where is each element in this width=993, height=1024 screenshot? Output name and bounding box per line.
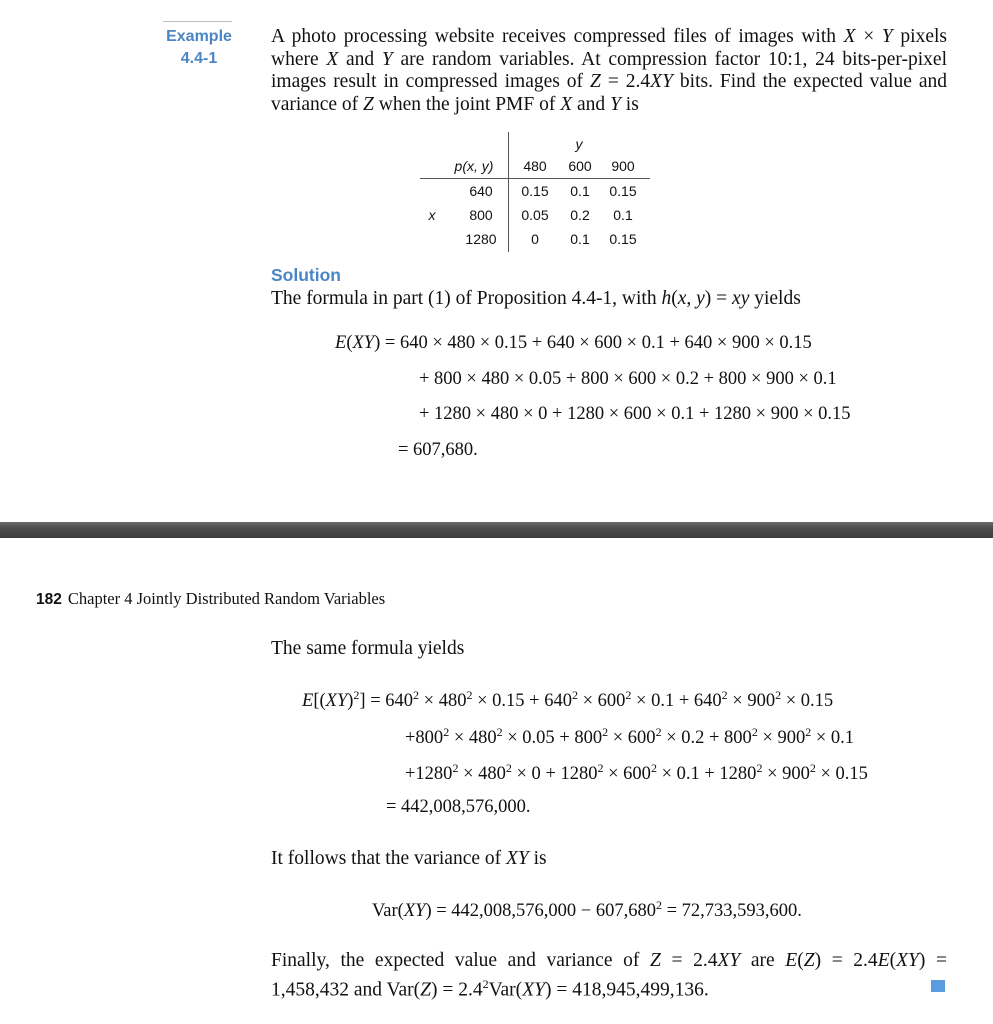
table-cell: 0.1: [613, 207, 633, 223]
table-cell: 0.15: [609, 183, 637, 199]
problem-statement: [271, 26, 947, 116]
final-statement: [271, 950, 947, 1002]
e2-term: + $640^2 \times 900^2 \times 0.15$: [674, 688, 834, 712]
column-header: 600: [568, 158, 592, 174]
same-formula-text: The same formula yields: [271, 638, 465, 659]
column-variable-label: y: [575, 136, 583, 152]
e2-result: = 442,008,576,000.: [386, 797, 531, 817]
final-line: Finally, the expected value and variance of Z = 2.4XY are E(Z) = 2.4E(XY) =: [271, 950, 947, 971]
table-cell: 0: [531, 231, 539, 247]
joint-pmf-table: [420, 132, 650, 252]
problem-line: where X and Y are random variables. At compression factor 10:1, 24 bits-per-pixel: [271, 48, 947, 70]
row-variable-label: x: [428, 207, 436, 223]
table-cell: 0.15: [521, 183, 549, 199]
solution-intro: The formula in part (1) of Proposition 4.4-1, with h(x, y) = xy yields: [271, 288, 801, 309]
example-number: 4.4-1: [180, 50, 218, 67]
example-rule: [163, 21, 232, 22]
row-header: 640: [469, 183, 493, 199]
table-cell: 0.1: [570, 183, 590, 199]
problem-line: images result in compressed images of Z = 2.4XY bits. Find the expected value and: [271, 71, 947, 92]
e2-term: + $1280^2 \times 900^2 \times 0.15$: [699, 761, 868, 785]
end-of-example-mark: [931, 980, 945, 992]
table-cell: 0.2: [570, 207, 590, 223]
column-header: 480: [523, 158, 547, 174]
exy-equation-line: E(XY) = 640 × 480 × 0.15 + 640 × 600 × 0.1 + 640 × 900 × 0.15: [335, 333, 812, 353]
variance-equation: $Var(XY) = 442,008,576,000 - 607,680^2 = 72,733,593,600$.: [372, 898, 802, 922]
e2-term: $+1280^2 \times 480^2 \times 0$: [405, 761, 541, 785]
table-horizontal-rule: [420, 178, 650, 179]
e2-equation-line: $E[(XY)^2] = 640^2 \times 480^2 \times 0.15 + 640^2 \times 600^2 \times 0.1 + 640^2 \times 900^2 \times 0.15$: [302, 688, 834, 712]
table-corner-label: p(x, y): [454, 158, 494, 174]
example-label: Example: [166, 28, 232, 45]
exy-equation-line: + 800 × 480 × 0.05 + 800 × 600 × 0.2 + 800 × 900 × 0.1: [419, 369, 837, 389]
table-cell: 0.1: [570, 231, 590, 247]
row-header: 800: [469, 207, 493, 223]
column-header: 900: [611, 158, 635, 174]
e2-equation-line: [405, 725, 854, 749]
e2-term: + $640^2 \times 600^2 \times 0.1$: [524, 688, 675, 712]
problem-line: variance of Z when the joint PMF of X and Y is: [271, 93, 639, 115]
e2-term: + $800^2 \times 900^2 \times 0.1$: [704, 725, 855, 749]
e2-term: + $1280^2 \times 600^2 \times 0.1$: [540, 761, 700, 785]
e2-term: $640^2 \times 480^2 \times 0.15$: [385, 688, 525, 712]
e2-equation-line: [405, 761, 868, 785]
page-divider: [0, 522, 993, 538]
running-head: [36, 589, 385, 609]
chapter-title: Chapter 4 Jointly Distributed Random Variables: [67, 589, 386, 608]
e2-term: $+800^2 \times 480^2 \times 0.05$: [405, 725, 555, 749]
e2-term: + $800^2 \times 600^2 \times 0.2$: [554, 725, 705, 749]
page-number: 182: [36, 591, 62, 608]
final-line: 1,458,432 and $Var(Z) = 2.4^2Var(XY) = 418,945,499,136$.: [271, 976, 709, 1000]
row-header: 1280: [465, 231, 497, 247]
table-cell: 0.15: [609, 231, 637, 247]
exy-result: = 607,680.: [398, 440, 478, 460]
variance-intro: It follows that the variance of XY is: [271, 848, 547, 869]
solution-heading: Solution: [271, 265, 341, 285]
problem-line: A photo processing website receives compressed files of images with X × Y pixels: [271, 26, 948, 47]
exy-equation-line: + 1280 × 480 × 0 + 1280 × 600 × 0.1 + 1280 × 900 × 0.15: [419, 404, 851, 424]
table-cell: 0.05: [521, 207, 549, 223]
